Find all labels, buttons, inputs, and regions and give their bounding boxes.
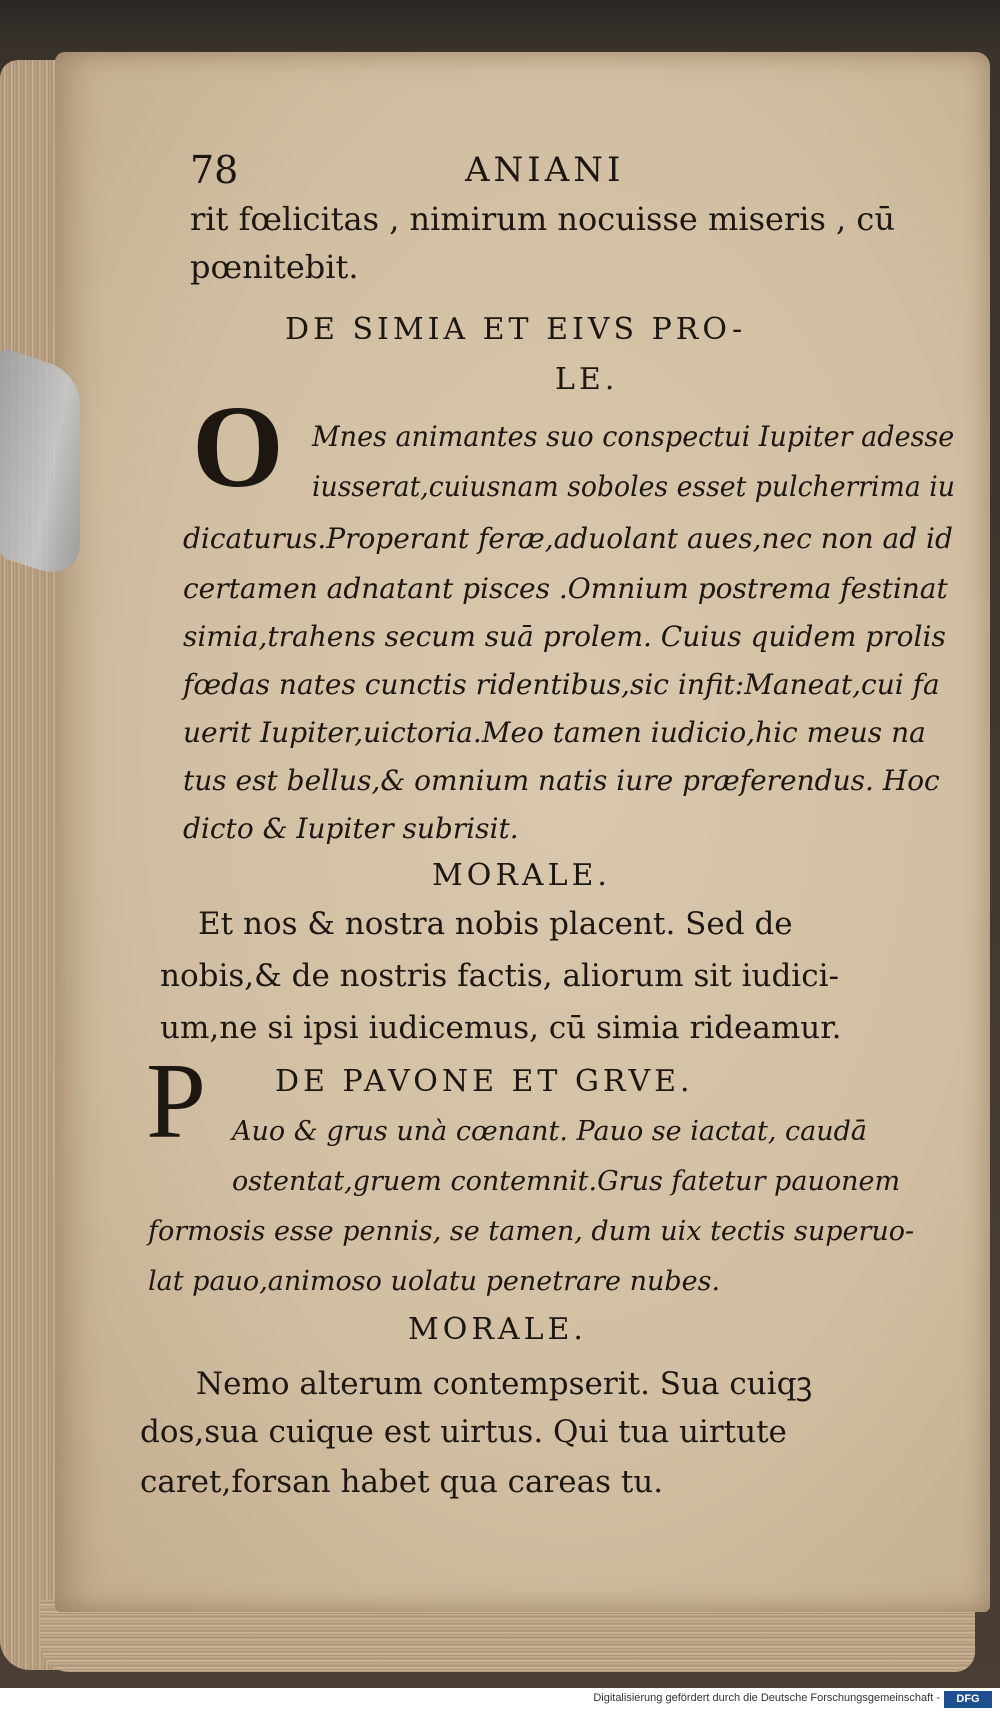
page-number: 78 [190,148,239,192]
carryover-line-1: rit fœlicitas , nimirum nocuisse miseris , cū [190,200,895,238]
fable-body-line: uerit Iupiter,uictoria.Meo tamen iudicio,hic meus na [183,716,926,749]
page-block-edge-left [0,60,62,1670]
fable-body-line: tus est bellus,& omnium natis iure præferendus. Hoc [183,764,940,797]
fable-body-line: lat pauo,animoso uolatu penetrare nubes. [148,1266,721,1297]
fable-body-line: formosis esse pennis, se tamen, dum uix tectis superuo- [148,1216,915,1247]
fable-body-line: ostentat,gruem contemnit.Grus fatetur pauonem [232,1166,901,1197]
dropcap-o: O [192,381,284,512]
fable-title-simia-cont: LE. [555,362,619,397]
moral-line: dos,sua cuique est uirtus. Qui tua uirtute [140,1414,787,1450]
fable-body-line: dicto & Iupiter subrisit. [183,812,519,845]
moral-line: Nemo alterum contempserit. Sua cuiqꝫ [196,1366,813,1402]
digitization-footer [0,1688,1000,1712]
fable-title-pavone: DE PAVONE ET GRVE. [275,1064,694,1099]
fable-body-line: Auo & grus unà cœnant. Pauo se iactat, caudā [232,1116,868,1147]
dropcap-p: P [146,1042,207,1161]
moral-heading: MORALE. [408,1312,587,1347]
moral-heading: MORALE. [432,858,611,893]
fable-body-line: iusserat,cuiusnam soboles esset pulcherrima iu [312,470,955,503]
moral-line: um,ne si ipsi iudicemus, cū simia rideamur. [160,1010,842,1046]
moral-line: nobis,& de nostris factis, aliorum sit iudici- [160,958,839,994]
carryover-line-2: pœnitebit. [190,248,359,286]
fable-title-simia: DE SIMIA ET EIVS PRO- [285,312,747,347]
fable-body-line: simia,trahens secum suā prolem. Cuius quidem prolis [183,620,946,653]
bookmark-ribbon [0,347,80,583]
moral-line: Et nos & nostra nobis placent. Sed de [198,906,793,942]
fable-body-line: fœdas nates cunctis ridentibus,sic infit:Maneat,cui fa [183,668,940,701]
moral-line: caret,forsan habet qua careas tu. [140,1464,664,1500]
footer-credit: Digitalisierung gefördert durch die Deutsche Forschungsgemeinschaft - [593,1692,940,1704]
fable-body-line: certamen adnatant pisces .Omnium postrema festinat [183,572,948,605]
fable-body-line: dicaturus.Properant feræ,aduolant aues,nec non ad id [183,522,953,555]
dfg-logo: DFG [944,1691,992,1708]
fable-body-line: Mnes animantes suo conspectui Iupiter adesse [312,420,955,453]
running-title: ANIANI [465,150,625,190]
